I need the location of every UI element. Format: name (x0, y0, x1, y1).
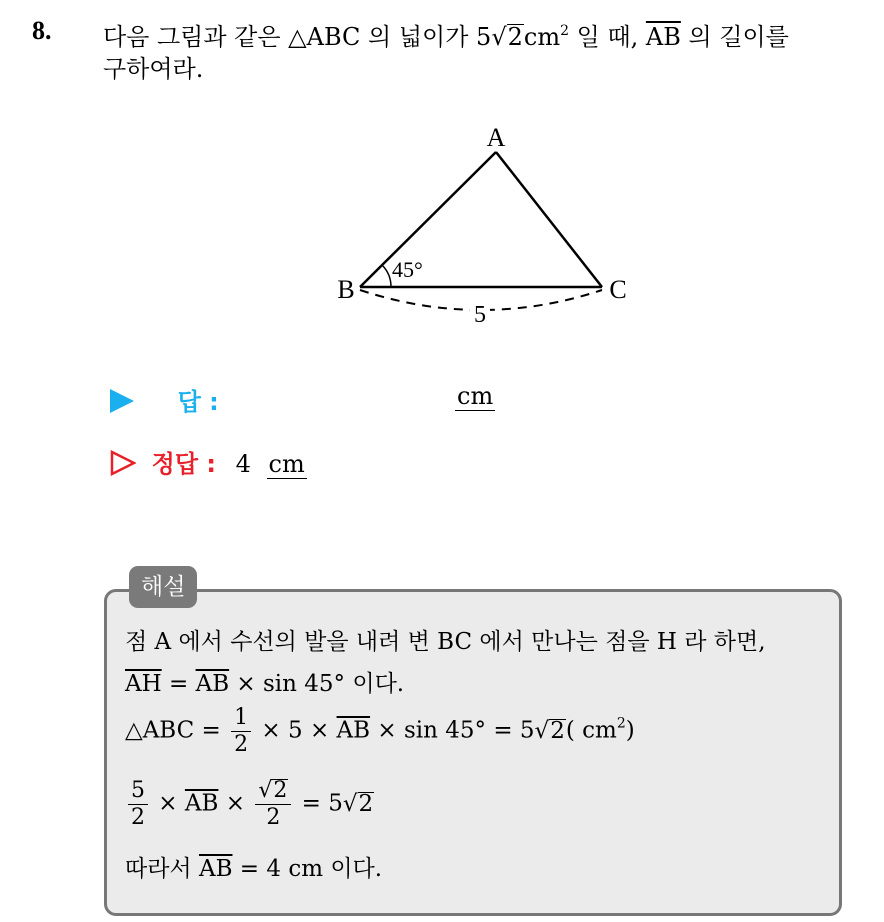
label-b: B (337, 275, 355, 304)
base-length-label: 5 (474, 302, 486, 328)
question-text-line2: 구하여라. (103, 55, 204, 83)
solution-line5: 따라서 $\overline{AB} = 4$ cm 이다. (125, 856, 383, 882)
correct-answer-label: 정답 : (151, 450, 216, 478)
answer-label: 답 : (177, 388, 219, 416)
correct-answer-row (110, 444, 307, 479)
angle-label: 45° (392, 257, 423, 282)
correct-answer-unit: cm (268, 450, 305, 478)
answer-row (110, 382, 219, 417)
triangle-figure (320, 112, 650, 332)
outline-arrow-icon (110, 450, 136, 476)
angle-arc (382, 265, 391, 287)
solution-line1: 점 A 에서 수선의 발을 내려 변 BC 에서 만나는 점을 H 라 하면, (125, 629, 766, 655)
answer-unit: cm (457, 382, 494, 410)
segment-ab: $\overline{AB}$ (645, 23, 681, 51)
solution-tag: 해설 (129, 566, 197, 608)
correct-answer-value: 4 (235, 450, 251, 478)
label-a: A (486, 123, 506, 152)
solution-line2: $\overline{AH} = \overline{AB} \times \sin 45^\circ$ 이다. (125, 671, 405, 697)
question-number: 8. (32, 16, 52, 45)
side-ab (360, 152, 496, 287)
label-c: C (609, 275, 627, 304)
play-arrow-icon (110, 389, 134, 413)
side-ac (496, 152, 602, 287)
question-text-line1: 다음 그림과 같은 △ABC 의 넓이가 $5√2cm^2$ 일 때, $\overline{AB}$ 의 길이를 (103, 23, 789, 51)
solution-line3: △ABC = $\frac{1}{2}$ × $5 \times \overline{AB} \times \sin 45^\circ = 5√2$( $cm^2$) (125, 705, 635, 757)
answer-blank[interactable] (455, 382, 495, 410)
solution-line4: $\frac{5}{2}$ × $\overline{AB}$ × $\frac{√2}{2}$ = 5√2 (125, 778, 374, 831)
